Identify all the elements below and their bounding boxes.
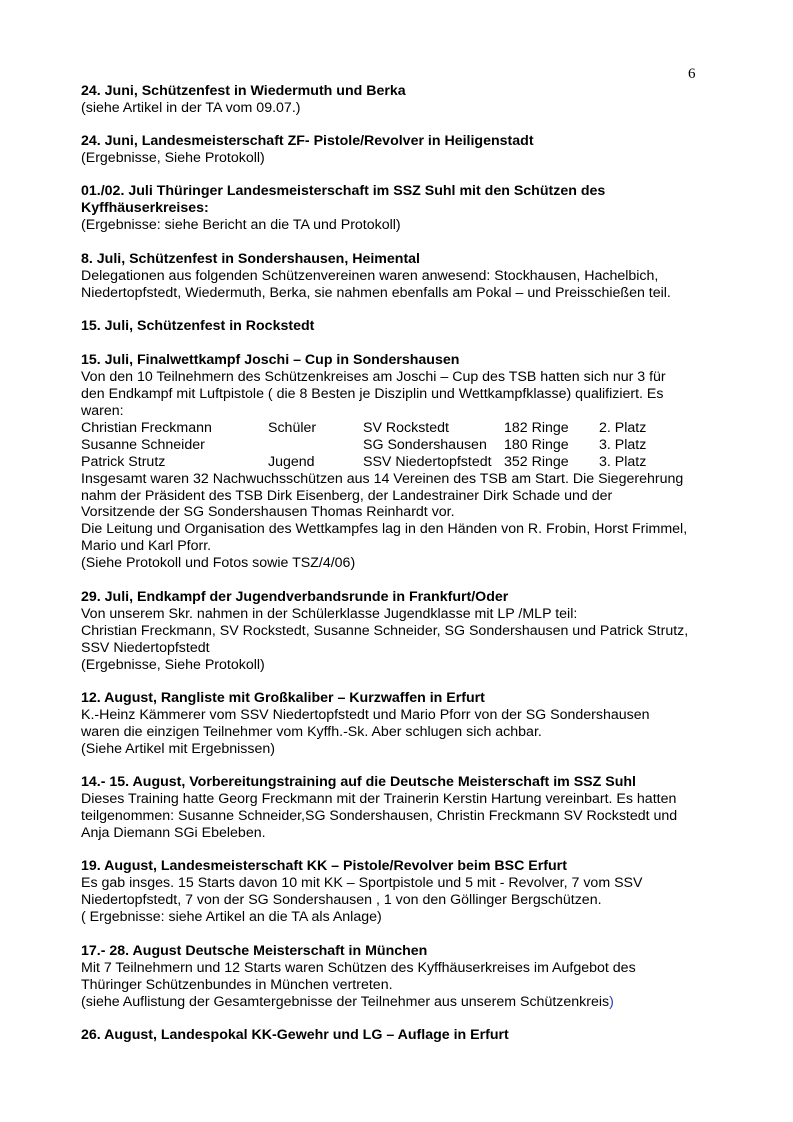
entry-heading: 01./02. Juli Thüringer Landesmeisterschaft im SSZ Suhl mit den Schützen des xyxy=(81,183,606,199)
placement: 2. Platz xyxy=(599,419,647,436)
entry-deutsche-meisterschaft xyxy=(81,943,761,1011)
entry-landesmeisterschaft-kk xyxy=(81,858,761,926)
entry-rangliste-grosskaliber xyxy=(81,690,761,758)
entry-text: (Siehe Artikel mit Ergebnissen) xyxy=(81,740,275,757)
score: 182 Ringe xyxy=(504,419,569,436)
entry-schuetzenfest-sondershausen xyxy=(81,251,761,302)
entry-heading: 8. Juli, Schützenfest in Sondershausen, Heimental xyxy=(81,251,421,267)
entry-heading: 14.- 15. August, Vorbereitungstraining auf die Deutsche Meisterschaft im SSZ Suhl xyxy=(81,774,636,790)
entry-landespokal xyxy=(81,1027,761,1044)
page-number: 6 xyxy=(688,66,696,82)
results-row xyxy=(81,437,761,454)
entry-text: ( Ergebnisse: siehe Artikel an die TA als Anlage) xyxy=(81,908,382,925)
entry-text: Vorsitzende der SG Sondershausen Thomas Reinhardt vor. xyxy=(81,504,455,521)
score: 180 Ringe xyxy=(504,436,569,453)
entry-text: (Ergebnisse, Siehe Protokoll) xyxy=(81,149,265,166)
entry-landesmeisterschaft-zf xyxy=(81,133,761,167)
age-class: Schüler xyxy=(268,419,317,436)
placement: 3. Platz xyxy=(599,453,647,470)
entry-text: Von unserem Skr. nahmen in der Schülerklasse Jugendklasse mit LP /MLP teil: xyxy=(81,605,578,622)
entry-text: K.-Heinz Kämmerer vom SSV Niedertopfstedt und Mario Pforr von der SG Sondershausen xyxy=(81,706,650,723)
entry-text: Von den 10 Teilnehmern des Schützenkreises am Joschi – Cup des TSB hatten sich nur 3 für xyxy=(81,368,666,385)
results-table xyxy=(81,420,761,471)
entry-joschi-cup xyxy=(81,352,761,572)
club: SG Sondershausen xyxy=(363,436,487,453)
entry-text: waren die einzigen Teilnehmer vom Kyffh.-Sk. Aber schlugen sich achbar. xyxy=(81,723,542,740)
entry-heading: 24. Juni, Landesmeisterschaft ZF- Pistole/Revolver in Heiligenstadt xyxy=(81,133,534,149)
entry-vorbereitungstraining xyxy=(81,774,761,842)
entry-jugendverbandsrunde xyxy=(81,589,761,674)
entry-text: Es gab insges. 15 Starts davon 10 mit KK – Sportpistole und 5 mit - Revolver, 7 vom SSV xyxy=(81,874,643,891)
entry-text: Thüringer Schützenbundes in München vertreten. xyxy=(81,976,393,993)
results-row xyxy=(81,454,761,471)
entry-heading: 24. Juni, Schützenfest in Wiedermuth und Berka xyxy=(81,83,406,99)
club: SSV Niedertopfstedt xyxy=(363,453,492,470)
entry-text: Anja Diemann SGi Ebeleben. xyxy=(81,824,266,841)
entry-text: Christian Freckmann, SV Rockstedt, Susanne Schneider, SG Sondershausen und Patrick Strutz, xyxy=(81,622,689,639)
entry-text: Dieses Training hatte Georg Freckmann mit der Trainerin Kerstin Hartung vereinbart. Es hatten xyxy=(81,790,677,807)
age-class: Jugend xyxy=(268,453,315,470)
entry-text: Mit 7 Teilnehmern und 12 Starts waren Schützen des Kyffhäuserkreises im Aufgebot des xyxy=(81,959,636,976)
entry-heading: 15. Juli, Finalwettkampf Joschi – Cup in Sondershausen xyxy=(81,352,460,368)
score: 352 Ringe xyxy=(504,453,569,470)
entry-text: (siehe Auflistung der Gesamtergebnisse der Teilnehmer aus unserem Schützenkreis) xyxy=(81,993,614,1010)
entry-heading: 26. August, Landespokal KK-Gewehr und LG – Auflage in Erfurt xyxy=(81,1027,509,1043)
entry-heading: 19. August, Landesmeisterschaft KK – Pistole/Revolver beim BSC Erfurt xyxy=(81,858,567,874)
placement: 3. Platz xyxy=(599,436,647,453)
shooter-name: Susanne Schneider xyxy=(81,436,205,453)
entry-text: Mario und Karl Pforr. xyxy=(81,538,212,555)
entry-text: (Ergebnisse: siehe Bericht an die TA und Protokoll) xyxy=(81,216,401,233)
results-row xyxy=(81,420,761,437)
entry-text: Niedertopfstedt, 7 von der SG Sondershausen , 1 von den Göllinger Bergschützen. xyxy=(81,891,602,908)
entry-landesmeisterschaft-suhl xyxy=(81,183,761,234)
entry-schuetzenfest-rockstedt xyxy=(81,318,761,335)
entry-heading: 29. Juli, Endkampf der Jugendverbandsrunde in Frankfurt/Oder xyxy=(81,589,509,605)
entry-text: (siehe Artikel in der TA vom 09.07.) xyxy=(81,99,301,116)
entry-text: SSV Niedertopfstedt xyxy=(81,639,210,656)
entry-text: den Endkampf mit Luftpistole ( die 8 Besten je Disziplin und Wettkampfklasse) qualifiziert. Es xyxy=(81,385,664,402)
entry-text: teilgenommen: Susanne Schneider,SG Sondershausen, Christin Freckmann SV Rockstedt und xyxy=(81,807,678,824)
entry-text: (Siehe Protokoll und Fotos sowie TSZ/4/06) xyxy=(81,555,356,572)
shooter-name: Patrick Strutz xyxy=(81,453,166,470)
entry-text: nahm der Präsident des TSB Dirk Eisenberg, der Landestrainer Dirk Schade und der xyxy=(81,487,613,504)
entry-heading: 15. Juli, Schützenfest in Rockstedt xyxy=(81,318,315,334)
entry-text: Delegationen aus folgenden Schützenvereinen waren anwesend: Stockhausen, Hachelbich, xyxy=(81,267,659,284)
entry-text: Die Leitung und Organisation des Wettkampfes lag in den Händen von R. Frobin, Horst Frimmel, xyxy=(81,521,688,538)
entry-heading: 17.- 28. August Deutsche Meisterschaft in München xyxy=(81,943,428,959)
entry-text: Insgesamt waren 32 Nachwuchsschützen aus 14 Vereinen des TSB am Start. Die Siegerehrung xyxy=(81,470,684,487)
entry-heading-continued: Kyffhäuserkreises: xyxy=(81,199,209,216)
entry-heading: 12. August, Rangliste mit Großkaliber – Kurzwaffen in Erfurt xyxy=(81,690,485,706)
shooter-name: Christian Freckmann xyxy=(81,419,212,436)
closing-parenthesis: ) xyxy=(609,993,614,1010)
entry-text: Niedertopfstedt, Wiedermuth, Berka, sie nahmen ebenfalls am Pokal – und Preisschießen teil. xyxy=(81,284,671,301)
club: SV Rockstedt xyxy=(363,419,449,436)
entry-text: waren: xyxy=(81,402,124,419)
entry-text: (Ergebnisse, Siehe Protokoll) xyxy=(81,656,265,673)
entry-schuetzenfest-wiedermuth xyxy=(81,83,761,117)
